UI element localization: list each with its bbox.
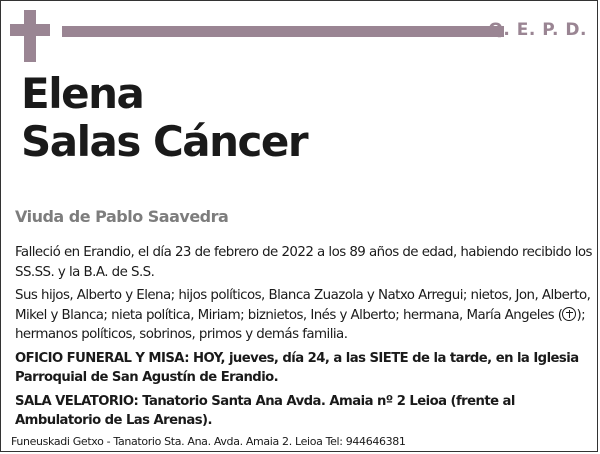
family-text-before: Sus hijos, Alberto y Elena; hijos políticos, Blanca Zuazola y Natxo Arregui; nietos, Jon, Alberto, Mikel y Blanca; nieta política, Miriam; biznietos, Inés y Alberto; hermana, María Angeles ( bbox=[15, 288, 591, 323]
death-paragraph: Falleció en Erandio, el día 23 de febrero de 2022 a los 89 años de edad, habiendo recibido los SS.SS. y la B.A. de S.S. bbox=[15, 245, 592, 280]
family-text-after: ); hermanos políticos, sobrinos, primos y demás familia. bbox=[15, 307, 586, 342]
cross-icon bbox=[10, 10, 50, 62]
widow-subtitle: Viuda de Pablo Saavedra bbox=[15, 207, 229, 226]
footer-funeral-home: Funeuskadi Getxo - Tanatorio Sta. Ana. Avda. Amaia 2. Leioa Tel: 944646381 bbox=[11, 435, 406, 448]
notice-body bbox=[15, 243, 593, 435]
first-name: Elena bbox=[21, 69, 144, 118]
surnames: Salas Cáncer bbox=[21, 117, 308, 166]
wake-paragraph: SALA VELATORIO: Tanatorio Santa Ana Avda. Amaia nº 2 Leioa (frente al Ambulatorio de Las Arenas). bbox=[15, 393, 515, 428]
family-paragraph bbox=[15, 286, 593, 345]
qepd-label: Q. E. P. D. bbox=[488, 20, 587, 40]
deceased-name bbox=[21, 70, 307, 166]
header-rule bbox=[62, 26, 504, 37]
funeral-paragraph: OFICIO FUNERAL Y MISA: HOY, jueves, día 24, a las SIETE de la tarde, en la Iglesia Parroquial de San Agustín de Erandio. bbox=[15, 350, 579, 385]
deceased-cross-icon bbox=[562, 307, 576, 321]
